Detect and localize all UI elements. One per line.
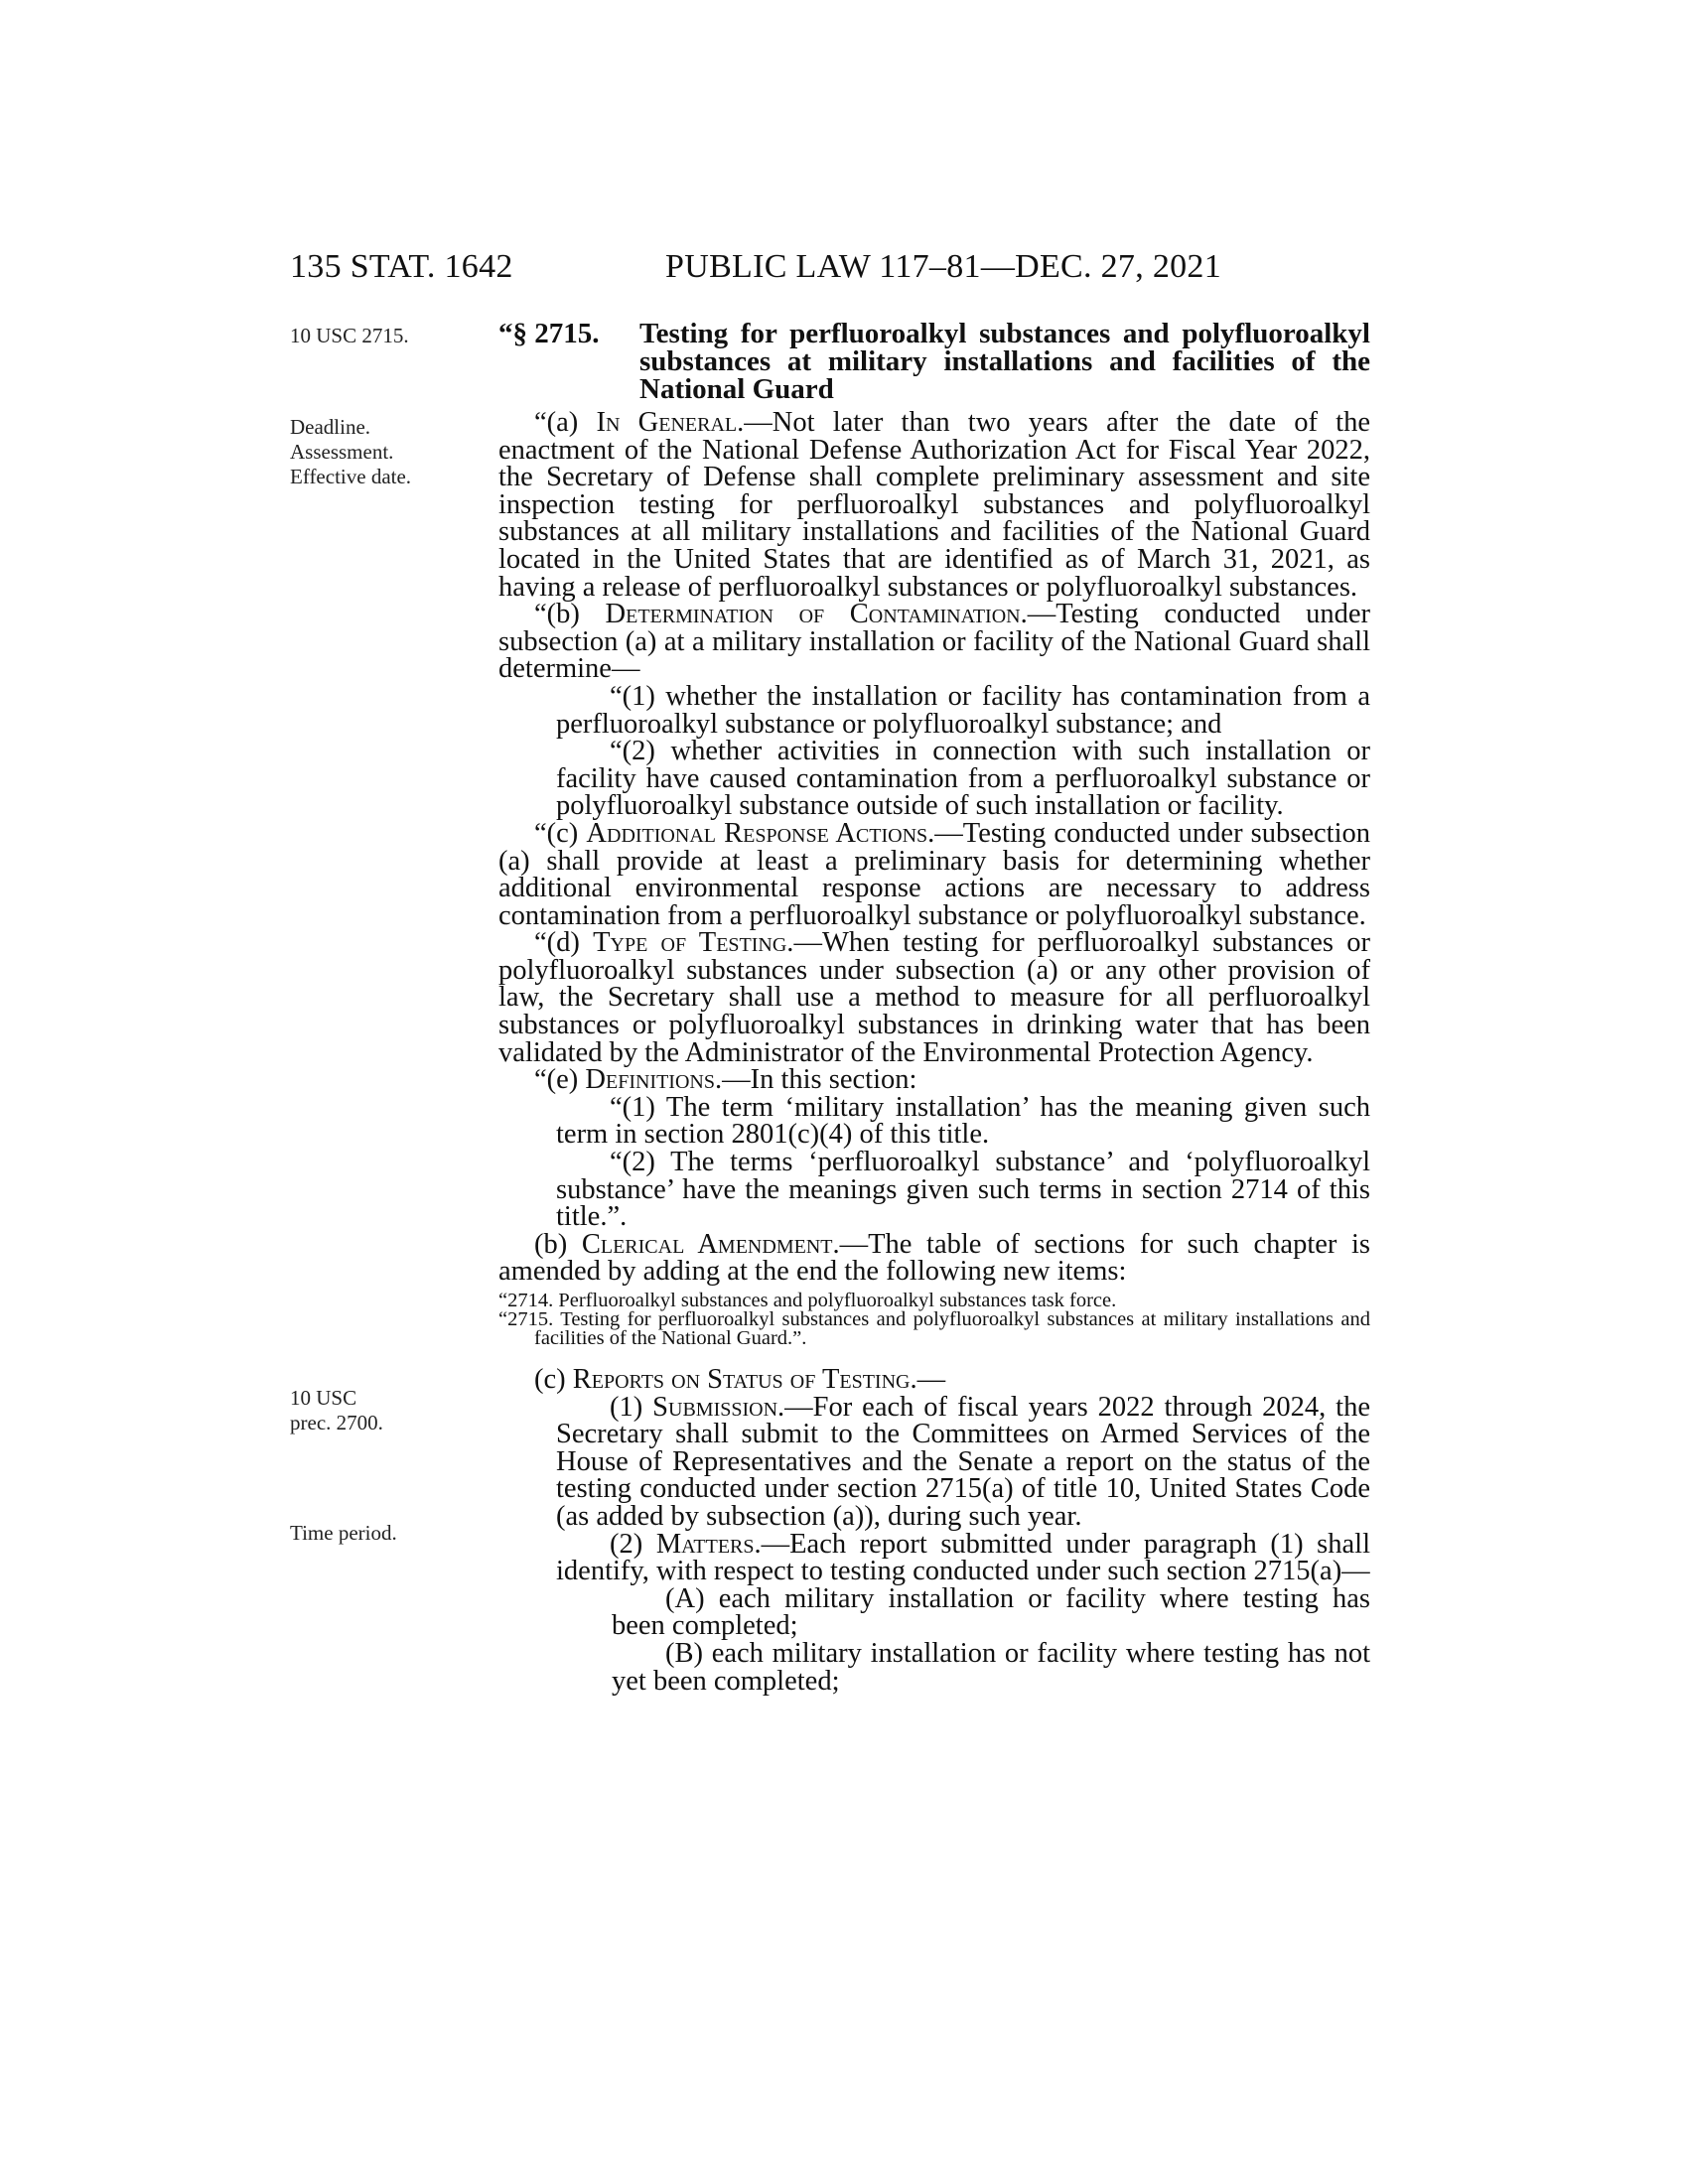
subsection-d-text: —When testing for perfluoroalkyl substances or polyfluoroalkyl substances under subsection (a) or any other provision of law, the Secretary shall use a method to measure for all perfluoroalkyl substances or polyfluoroalkyl substances in drinking water that has been validated by the Administrator of the Environmental Protection Agency.	[498, 927, 1370, 1068]
clerical-amendment	[498, 1228, 1371, 1288]
subsection-c-heading: Additional Response Actions.	[586, 817, 935, 849]
r1-heading: Submission.	[652, 1391, 785, 1423]
subsection-a-in-general	[498, 409, 1370, 601]
reports-lead: (c)	[534, 1364, 573, 1395]
reports-paragraph-1-submission	[498, 1391, 1370, 1532]
clerical-amendment-text: —The table of sections for such chapter is amended by adding at the end the following new items:	[498, 1228, 1371, 1288]
subsection-a-text: —Not later than two years after the date of the enactment of the National Defense Authorization Act for Fiscal Year 2022, the Secretary of Defense shall complete preliminary assessment and site inspection testing for perfluoroalkyl substances and polyfluoroalkyl substances at all military installations and facilities of the National Guard located in the United States that are identified as of March 31, 2021, as having a release of perfluoroalkyl substances or polyfluoroalkyl substances.	[498, 407, 1370, 603]
r1-text: —For each of fiscal years 2022 through 2024, the Secretary shall submit to the Committees on Armed Services of the House of Representatives and the Senate a report on the status of the testing conducted under section 2715(a) of title 10, United States Code (as added by subsection (a)), during such year.	[556, 1391, 1370, 1532]
subsection-d-type-of-testing	[498, 929, 1370, 1066]
clerical-amendment-lead: (b)	[534, 1228, 582, 1260]
subsection-d-heading: Type of Testing.	[593, 927, 794, 959]
subsection-e-heading: Definitions.	[585, 1064, 723, 1096]
r2-text: —Each report submitted under paragraph (1) shall identify, with respect to testing conducted under such section 2715(a)—	[556, 1528, 1370, 1587]
r2-heading: Matters.	[655, 1528, 762, 1560]
subsection-b-determination	[498, 601, 1370, 683]
margin-note-usc-prec	[290, 1386, 464, 1435]
subsection-b-lead: “(b)	[534, 599, 606, 630]
subsection-a-lead: “(a)	[534, 407, 597, 438]
toc-item-2715: “2715. Testing for perfluoroalkyl substances and polyfluoroalkyl substances at military installations and facilities of the National Guard.”.	[498, 1308, 1370, 1349]
reports-subparagraph-a: (A) each military installation or facility where testing has been completed;	[612, 1582, 1370, 1642]
subsection-b-text: —Testing conducted under subsection (a) at a military installation or facility of the National Guard shall determine—	[498, 599, 1370, 685]
margin-note-time-period: Time period.	[290, 1521, 397, 1545]
margin-note-usc-prec-line1: 10 USC	[290, 1386, 357, 1410]
running-header-title: PUBLIC LAW 117–81—DEC. 27, 2021	[665, 248, 1222, 285]
section-heading	[498, 320, 1370, 403]
subsection-e-text: —In this section:	[722, 1064, 917, 1096]
reports-paragraph-2-matters	[498, 1528, 1370, 1587]
paragraph-b1: “(1) whether the installation or facility has contamination from a perfluoroalkyl substance or polyfluoroalkyl substance; and	[556, 680, 1370, 740]
margin-note-deadline	[290, 415, 464, 489]
margin-note-deadline-label: Deadline.	[290, 415, 371, 439]
reports-subparagraph-b: (B) each military installation or facility where testing has not yet been completed;	[612, 1637, 1370, 1697]
subsection-c-lead: “(c)	[534, 817, 587, 849]
subsection-d-lead: “(d)	[534, 927, 594, 959]
reports-heading: Reports on Status of Testing.	[572, 1364, 917, 1395]
subsection-c-text: —Testing conducted under subsection (a) shall provide at least a preliminary basis for determining whether additional environmental response actions are necessary to address contamination from a perfluoroalkyl substance or polyfluoroalkyl substance.	[498, 817, 1371, 931]
clerical-amendment-heading: Clerical Amendment.	[581, 1228, 840, 1260]
section-symbol: “§ 2715.	[498, 318, 600, 349]
subsection-e-definitions	[498, 1066, 1370, 1094]
page-stat-reference: 135 STAT. 1642	[290, 248, 513, 285]
definition-e1: “(1) The term ‘military installation’ has the meaning given such term in section 2801(c)(4) of this title.	[556, 1091, 1370, 1151]
section-title: Testing for perfluoroalkyl substances and polyfluoroalkyl substances at military installations and facilities of the National Guard	[639, 318, 1370, 405]
paragraph-b2: “(2) whether activities in connection with such installation or facility have caused contamination from a perfluoroalkyl substance or polyfluoroalkyl substance outside of such installation or facility.	[556, 736, 1370, 822]
subsection-b-heading: Determination of Contamination.	[605, 599, 1028, 630]
toc-item-2714: “2714. Perfluoroalkyl substances and polyfluoroalkyl substances task force.	[498, 1290, 1117, 1311]
r2-lead: (2)	[610, 1528, 656, 1560]
reports-dash: —	[916, 1364, 946, 1395]
r1-lead: (1)	[610, 1391, 653, 1423]
margin-note-usc-prec-line2: prec. 2700.	[290, 1411, 383, 1434]
definition-e2: “(2) The terms ‘perfluoroalkyl substance’ and ‘polyfluoroalkyl substance’ have the meanings given such terms in section 2714 of this title.”.	[556, 1147, 1370, 1233]
document-body	[498, 409, 1370, 1695]
margin-note-usc-2715: 10 USC 2715.	[290, 324, 409, 347]
margin-note-effective-date-label: Effective date.	[290, 465, 412, 488]
subsection-a-heading: In General.	[596, 407, 745, 438]
margin-note-assessment-label: Assessment.	[290, 440, 394, 464]
table-of-sections-items	[498, 1292, 1370, 1348]
subsection-c-response-actions	[498, 817, 1371, 931]
subsection-e-lead: “(e)	[534, 1064, 586, 1096]
reports-on-status-heading	[498, 1366, 1370, 1394]
